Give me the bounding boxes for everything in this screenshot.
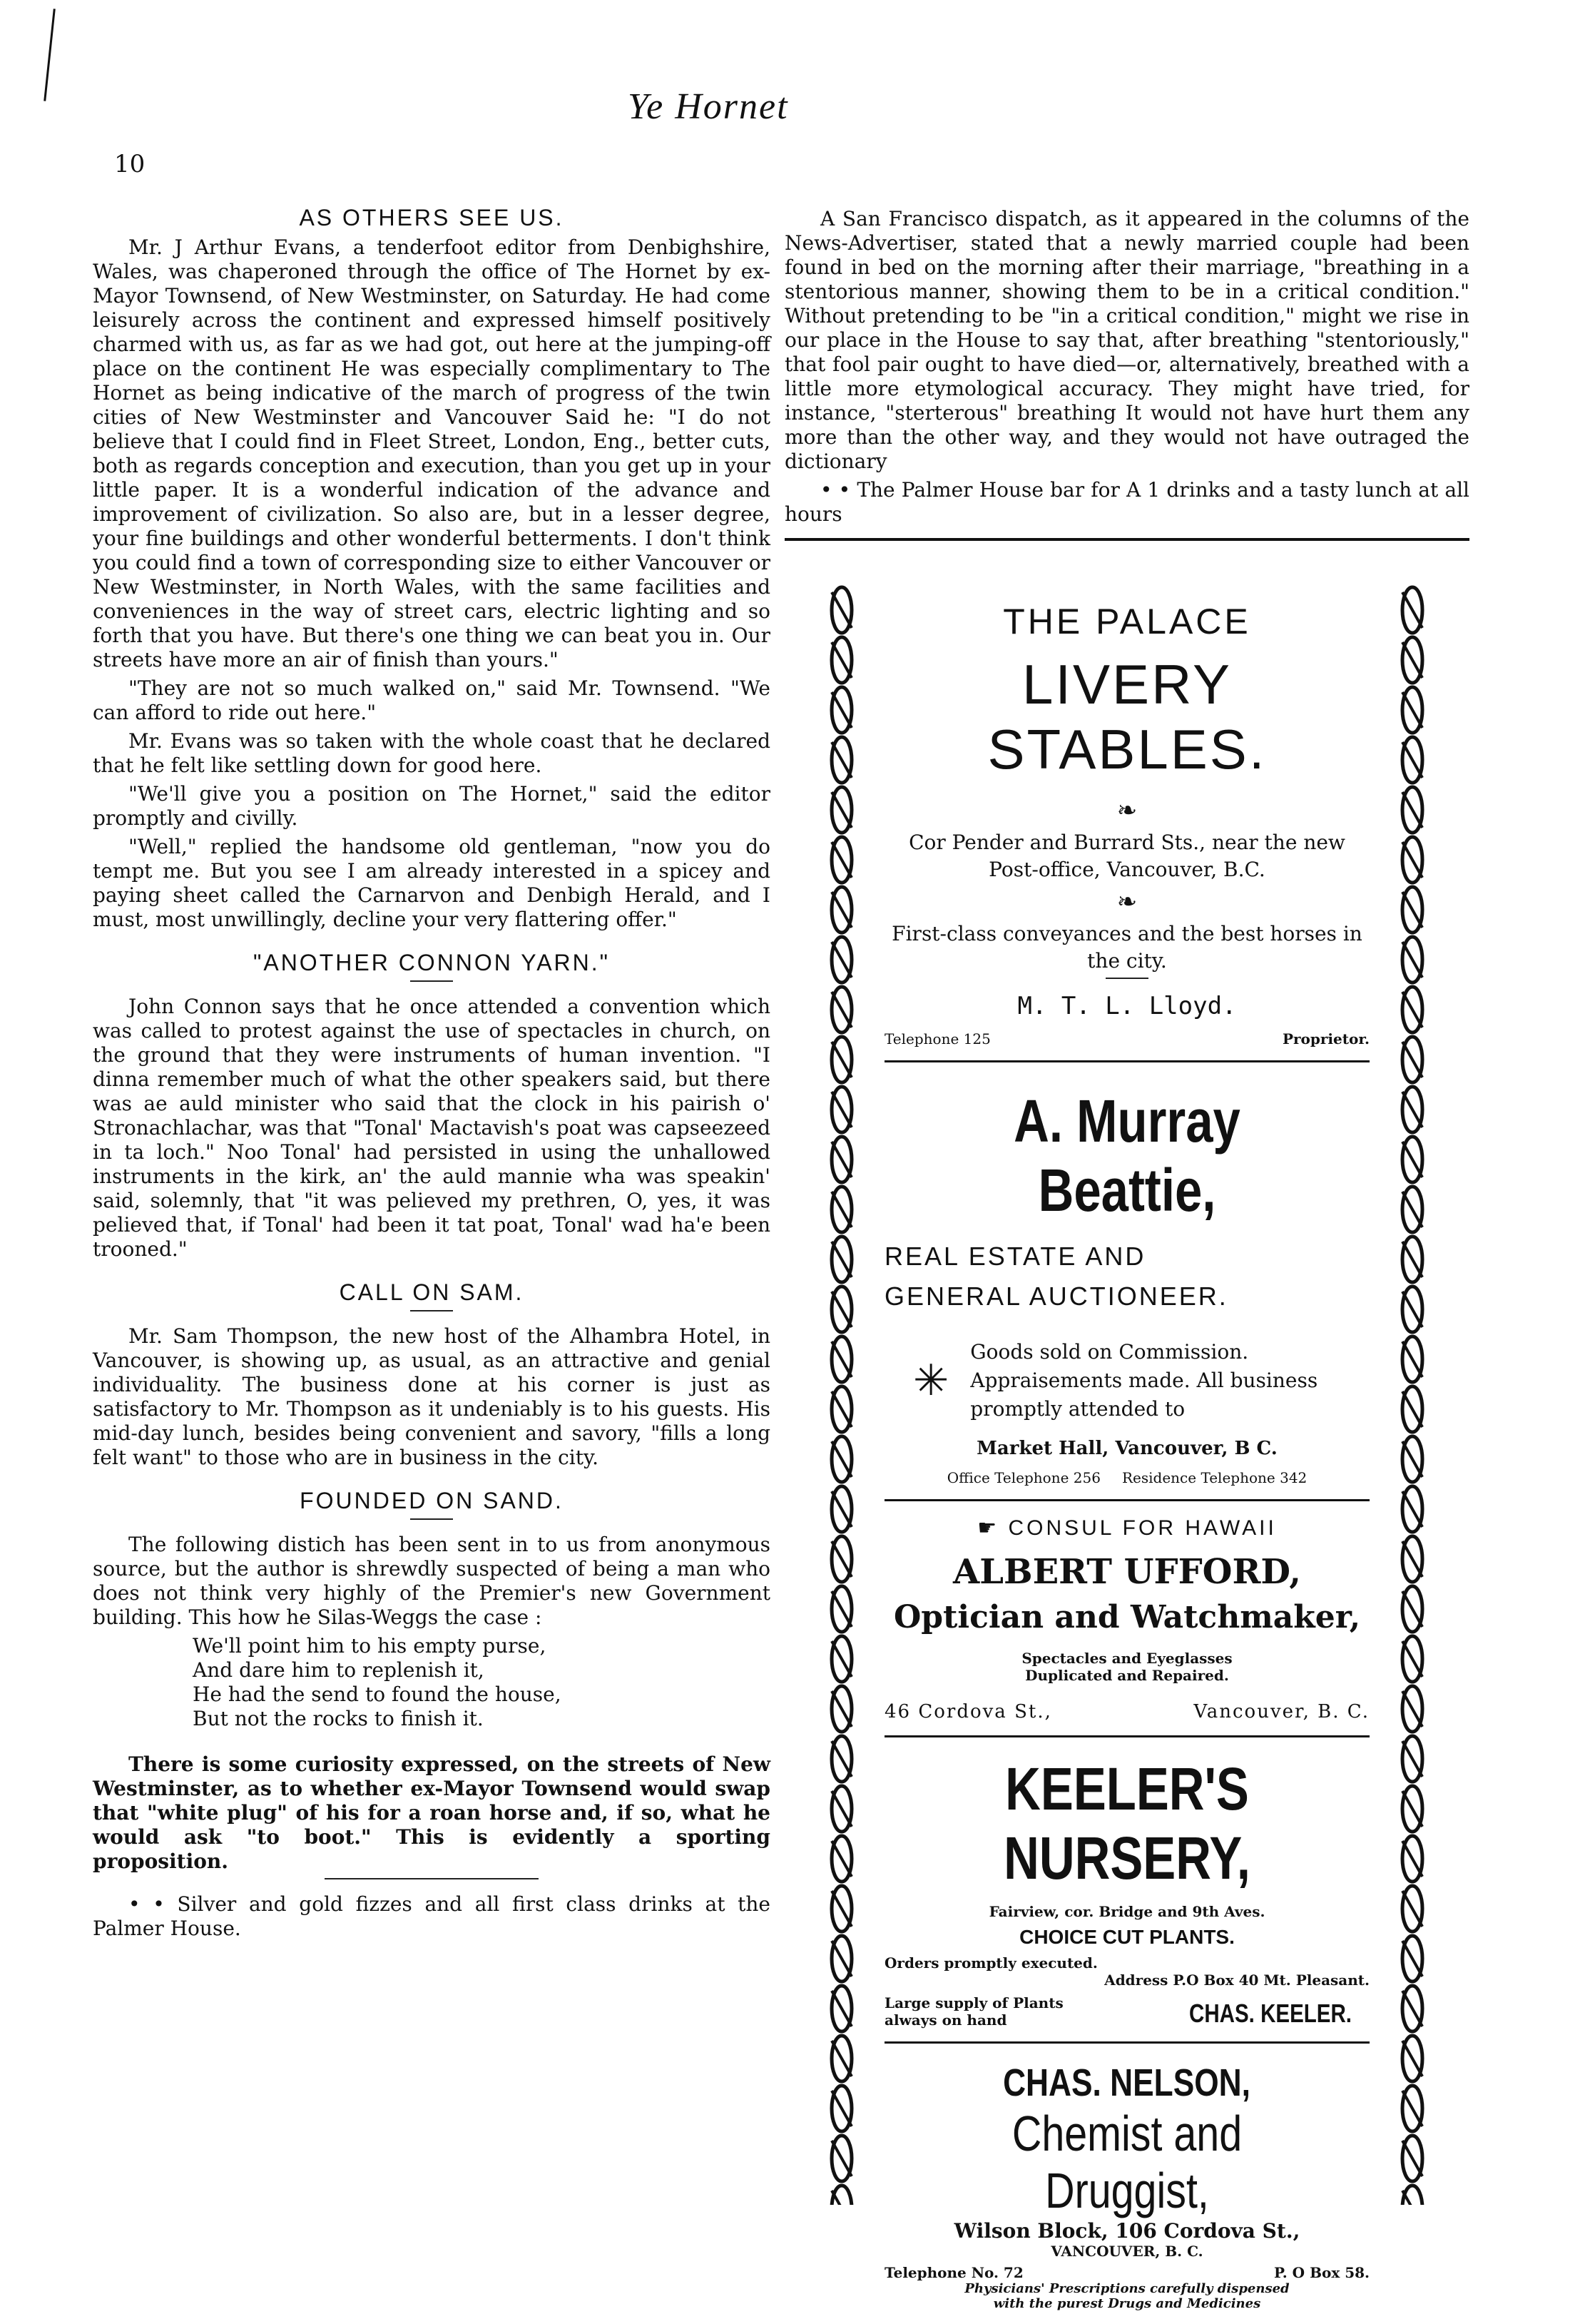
asterisk-icon: ✳ xyxy=(913,1356,949,1406)
divider xyxy=(410,1518,453,1520)
ad-palace-livery xyxy=(885,585,1370,1062)
poem xyxy=(93,1634,770,1731)
ad-beattie xyxy=(885,1062,1370,1501)
divider xyxy=(325,1878,539,1879)
ad-address: Market Hall, Vancouver, B C. xyxy=(977,1438,1278,1459)
fleuron-icon: ❧ xyxy=(1116,888,1138,916)
article-paragraph: "They are not so much walked on," said Mr. Townsend. "We can afford to ride out here." xyxy=(93,676,770,724)
ad-title: CHAS. NELSON, xyxy=(1003,2061,1251,2104)
ad-note: with the purest Drugs and Medicines xyxy=(993,2296,1261,2311)
divider xyxy=(410,1310,453,1311)
section-heading: AS OTHERS SEE US. xyxy=(299,205,564,230)
consul-label: CONSUL FOR HAWAII xyxy=(1008,1516,1277,1540)
ad-title: KEELER'S NURSERY, xyxy=(1004,1755,1250,1892)
ad-subtitle: Optician and Watchmaker, xyxy=(893,1599,1361,1635)
proprietor-label: Proprietor. xyxy=(1282,1030,1370,1047)
right-column xyxy=(785,207,1469,552)
ad-consul: ☛ CONSUL FOR HAWAII xyxy=(977,1516,1277,1540)
divider xyxy=(785,538,1469,541)
ad-location: Fairview, cor. Bridge and 9th Aves. xyxy=(989,1903,1265,1920)
section-heading: CALL ON SAM. xyxy=(339,1279,524,1305)
ad-orders: Orders promptly executed. xyxy=(885,1954,1098,1972)
ad-line: CHOICE CUT PLANTS. xyxy=(1019,1926,1235,1948)
ad-city: VANCOUVER, B. C. xyxy=(1051,2243,1203,2260)
section-heading: "ANOTHER CONNON YARN." xyxy=(253,950,610,975)
ad-ufford xyxy=(885,1501,1370,1737)
article-paragraph: John Connon says that he once attended a convention which was called to protest against the use of spectacles in church, on the ground that they were instruments of human invention. "I dinna remember much of what the other speakers said, but there was ae auld minister who said that the clock in his pairish o' Stronachlachar, was that "Tonal' Mactavish's poat was capseezeed in ta loch." Noo Tonal' had persisted in using the unhallowed instruments in the kirk, an' the auld mannie wha was speakin' said, solemnly, that "it was pelieved my prethren, O, yes, it was pelieved that, if Tonal' had been it tat poat, Tonal' wad ha'e been trooned." xyxy=(93,995,770,1261)
ad-title: A. Murray Beattie, xyxy=(1014,1087,1240,1224)
braid-border-right xyxy=(1391,585,1434,2205)
ad-commission: Goods sold on Commission. Appraisements made. All business promptly attended to xyxy=(970,1340,1318,1421)
section-heading: FOUNDED ON SAND. xyxy=(300,1488,564,1513)
left-column xyxy=(93,205,770,1945)
ad-line: Duplicated and Repaired. xyxy=(1025,1667,1229,1684)
ad-heading: THE PALACE xyxy=(1003,602,1251,641)
page-number: 10 xyxy=(114,150,146,178)
poem-line: And dare him to replenish it, xyxy=(193,1658,484,1682)
article-paragraph: Mr. J Arthur Evans, a tenderfoot editor from Denbighshire, Wales, was chaperoned through the office of The Hornet by ex-Mayor Townsend, of New Westminster, on Saturday. He had come leisurely across the continent and expressed himself positively charmed with us, as far as we had got, out here at the jumping-off place on the continent He was especially complimentary to The Hornet as being indicative of the march of progress of the twin cities of New Westminster and Vancouver Said he: "I do not believe that I could find in Fleet Street, London, Eng., better cuts, both as regards conception and execution, than you get up in your little paper. It is a wonderful indication of the advance and improvement of civilization. So also are, but in a lesser degree, your fine buildings and other wonderful betterments. I don't think you could find a town of corresponding size to either Vancouver or New Westminster, in North Wales, with the same facilities and conveniences in the way of street cars, electric lighting and so forth that you have. But there's one thing we can beat you in. Our streets have more an air of finish than yours." xyxy=(93,235,770,671)
ad-city: Vancouver, B. C. xyxy=(1193,1701,1370,1722)
ad-line: GENERAL AUCTIONEER. xyxy=(885,1282,1228,1311)
article-paragraph: Mr. Evans was so taken with the whole coast that he declared that he felt like settling down for good here. xyxy=(93,729,770,777)
office-telephone: Office Telephone 256 xyxy=(947,1469,1101,1486)
ad-description: First-class conveyances and the best horses in the city. xyxy=(892,922,1362,973)
ad-box: P. O Box 58. xyxy=(1274,2264,1370,2281)
ad-telephone: Telephone 125 xyxy=(885,1030,991,1047)
ad-supply: Large supply of Plants always on hand xyxy=(885,1994,1064,2029)
ad-address: Wilson Block, 106 Cordova St., xyxy=(954,2219,1300,2243)
ad-address: Cor Pender and Burrard Sts., near the new Post-office, Vancouver, B.C. xyxy=(909,831,1345,881)
ad-address: Address P.O Box 40 Mt. Pleasant. xyxy=(1104,1972,1370,1989)
ad-title: LIVERY STABLES. xyxy=(987,653,1267,781)
advertisement-panel xyxy=(820,585,1434,2311)
poem-line: He had the send to found the house, xyxy=(193,1683,561,1706)
ads-stack xyxy=(885,585,1370,2324)
residence-telephone: Residence Telephone 342 xyxy=(1121,1469,1308,1486)
ad-line: REAL ESTATE AND xyxy=(885,1242,1146,1271)
ad-note: Physicians' Prescriptions carefully dispensed xyxy=(964,2281,1290,2296)
palmer-note: • • The Palmer House bar for A 1 drinks and a tasty lunch at all hours xyxy=(785,478,1469,526)
ad-signature: CHAS. KEELER. xyxy=(1188,1999,1352,2028)
article-paragraph: A San Francisco dispatch, as it appeared in the columns of the News-Advertiser, stated that a newly married couple had been found in bed on the morning after their marriage, "breathing in a stentorious manner, showing them to be in a critical condition." Without pretending to be "in a critical condition," might we rise in our place in the House to say that, after breathing "stentoriously," that fool pair ought to have died—or, alternatively, breathed with a little more etymological accuracy. They might have tried, for instance, "sterterous" breathing It would not have hurt them any more than the other way, and they would not have outraged the dictionary xyxy=(785,207,1469,473)
divider xyxy=(410,980,453,982)
divider xyxy=(1106,978,1148,979)
vertical-mark xyxy=(44,9,56,101)
fleuron-icon: ❧ xyxy=(1116,796,1138,825)
ad-line: Spectacles and Eyeglasses xyxy=(1021,1650,1233,1667)
poem-line: But not the rocks to finish it. xyxy=(193,1707,484,1730)
ad-address: 46 Cordova St., xyxy=(885,1701,1052,1722)
article-paragraph: There is some curiosity expressed, on the streets of New Westminster, as to whether ex-Mayor Townsend would swap that "white plug" of his for a roan horse and, if so, what he would ask "to boot." This is evidently a sporting proposition. xyxy=(93,1752,770,1873)
footer-note: • • Silver and gold fizzes and all first class drinks at the Palmer House. xyxy=(93,1892,770,1940)
article-paragraph: "Well," replied the handsome old gentleman, "now you do tempt me. But you see I am already interested in a spicey and paying sheet called the Carnarvon and Denbigh Herald, and I must, most unwillingly, decline your very flattering offer." xyxy=(93,835,770,931)
article-paragraph: Mr. Sam Thompson, the new host of the Alhambra Hotel, in Vancouver, is showing up, as usual, as an attractive and genial individuality. The business done at his corner is just as satisfactory to Mr. Thompson as it undeniably is to his guests. His mid-day lunch, besides being convenient and savory, "fills a long felt want" to those who are in business in the city. xyxy=(93,1324,770,1469)
proprietor-name: M. T. L. Lloyd. xyxy=(1017,992,1237,1020)
ad-nelson xyxy=(885,2044,1370,2324)
poem-line: We'll point him to his empty purse, xyxy=(193,1634,546,1658)
masthead-title: Ye Hornet xyxy=(628,86,789,127)
ad-subtitle: Chemist and Druggist, xyxy=(1011,2106,1243,2218)
braid-border-left xyxy=(820,585,863,2205)
article-paragraph: The following distich has been sent in to us from anonymous source, but the author is shrewdly suspected of being a man who does not think very highly of the Premier's new Government building. This how he Silas-Weggs the case : xyxy=(93,1533,770,1629)
ad-telephone: Telephone No. 72 xyxy=(885,2264,1024,2281)
ad-title: ALBERT UFFORD, xyxy=(953,1552,1301,1592)
article-paragraph: "We'll give you a position on The Hornet," said the editor promptly and civilly. xyxy=(93,782,770,830)
ad-keeler xyxy=(885,1737,1370,2044)
